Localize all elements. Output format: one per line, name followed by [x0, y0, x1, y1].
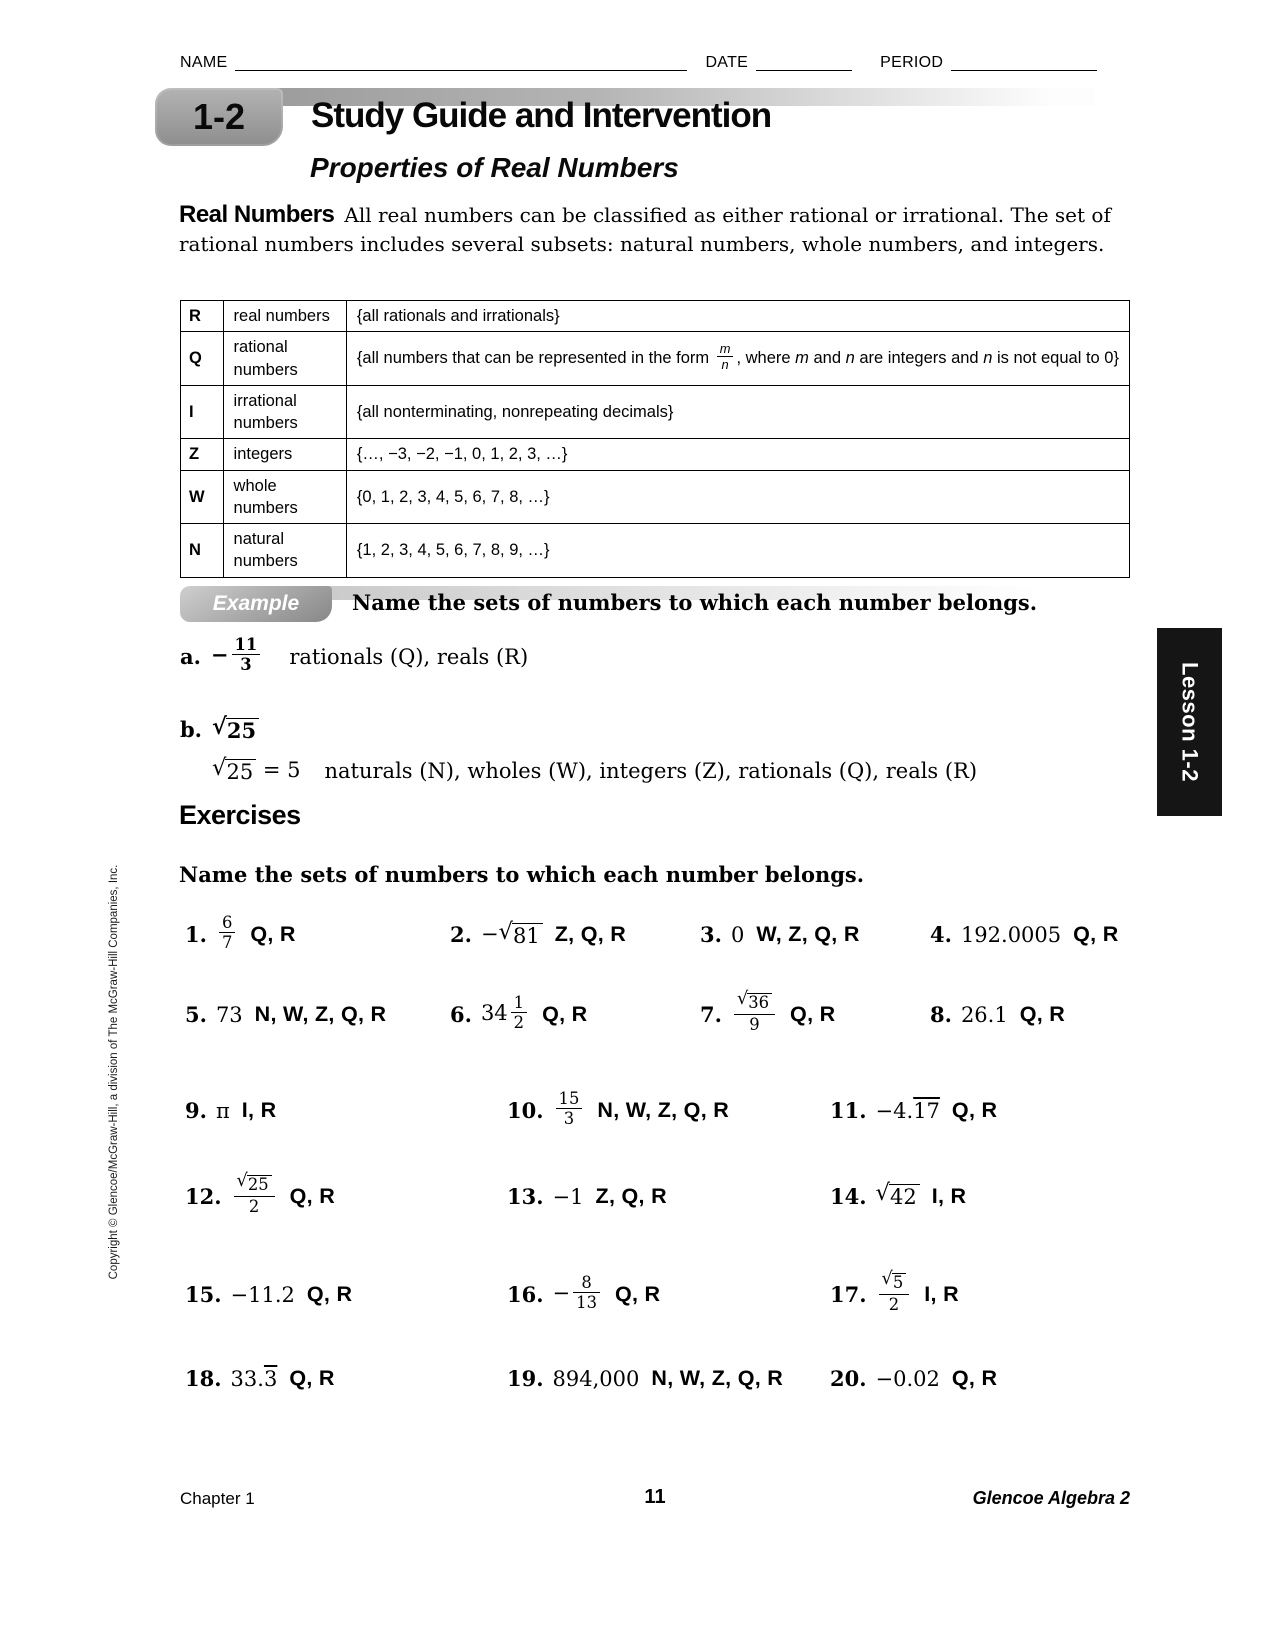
sqrt-fraction: [734, 992, 775, 1033]
exercise-number: 19.: [507, 1366, 544, 1391]
exercises-heading: Exercises: [179, 800, 301, 830]
exercise-item: [930, 1002, 1145, 1027]
exercise-expression: [876, 1183, 920, 1209]
exercise-number: 12.: [185, 1184, 222, 1209]
math-part: 7: [221, 933, 233, 953]
math-part: [357, 445, 568, 463]
math-part: [876, 1273, 913, 1314]
exercise-item: [830, 1366, 1145, 1391]
set-name: rational numbers: [223, 332, 346, 386]
exercise-item: [185, 1098, 507, 1123]
exercise-answer: W, Z, Q, R: [756, 922, 860, 947]
math-part: 0: [730, 922, 745, 947]
exercise-expression: [480, 992, 530, 1033]
exercise-answer: I, R: [931, 1184, 967, 1208]
exercise-expression: [731, 923, 744, 947]
exercise-item: [700, 994, 930, 1035]
example-item-a-expression: [210, 635, 263, 675]
intro-heading: Real Numbers: [179, 201, 335, 228]
exercise-number: 8.: [930, 1002, 952, 1027]
lesson-number-badge: [155, 88, 283, 146]
set-symbol: W: [181, 470, 224, 524]
math-part: [210, 635, 263, 675]
math-part: 11: [232, 636, 261, 655]
exercise-answer: Q, R: [250, 922, 296, 947]
footer-chapter: Chapter 1: [180, 1489, 255, 1508]
exercise-number: 9.: [185, 1098, 207, 1124]
exercise-answer: I, R: [924, 1282, 959, 1306]
example-item-b-label: b.: [180, 717, 202, 743]
set-symbol: Q: [181, 332, 224, 386]
exercise-expression: [553, 1185, 584, 1209]
sqrt-expression: [499, 923, 543, 948]
example-badge: [180, 586, 332, 622]
math-part: [212, 716, 259, 741]
math-part: n: [983, 348, 993, 367]
example-badge-label: Example: [212, 592, 300, 615]
example-solution: [212, 758, 977, 784]
exercise-expression: [216, 1099, 230, 1123]
math-part: 3: [240, 655, 252, 675]
exercise-answer: Q, R: [542, 1002, 588, 1026]
exercise-number: 11.: [830, 1098, 867, 1124]
lesson-side-tab: [1157, 628, 1222, 816]
number-sets-table: [180, 300, 1130, 578]
math-part: 6: [219, 914, 235, 933]
sqrt-expression: [212, 718, 259, 743]
math-part: √ 5: [892, 1273, 906, 1293]
exercise-answer: Q, R: [614, 1282, 661, 1306]
sqrt-expression: [212, 759, 256, 784]
fraction: [232, 636, 261, 673]
sqrt-expression: [876, 1184, 920, 1209]
math-part: [882, 1273, 907, 1293]
math-part: 17: [913, 1098, 940, 1123]
exercise-expression: [481, 922, 543, 948]
example-heading: Name the sets of numbers to which each number belongs.: [352, 590, 1038, 615]
exercise-item: [830, 1183, 1145, 1209]
exercise-number: 5.: [185, 1002, 207, 1027]
math-part: 2: [888, 1294, 900, 1314]
math-part: and: [808, 348, 846, 367]
set-name: real numbers: [223, 301, 346, 332]
set-symbol: N: [181, 524, 224, 578]
exercise-row: [185, 1176, 1145, 1217]
exercise-expression: [876, 1099, 940, 1123]
exercise-expression: [876, 1274, 913, 1315]
example-item-b: [180, 716, 259, 743]
exercise-expression: [216, 913, 238, 953]
set-description: [346, 332, 1129, 386]
math-part: [552, 1272, 603, 1312]
math-part: [237, 1175, 272, 1195]
math-part: n: [721, 357, 729, 373]
exercise-number: 10.: [507, 1098, 544, 1124]
exercise-row: [185, 1089, 1145, 1129]
math-part: −0.02: [875, 1366, 940, 1391]
exercise-item: [185, 1282, 507, 1307]
exercise-item: [830, 1098, 1145, 1123]
exercise-row: [185, 994, 1145, 1035]
fraction: [511, 994, 527, 1031]
exercise-item: [830, 1274, 1145, 1315]
math-part: [357, 488, 550, 506]
table-row: [181, 439, 1130, 470]
math-part: [876, 1099, 940, 1123]
math-part: −: [210, 642, 229, 668]
exercise-expression: [553, 1089, 586, 1129]
math-part: [480, 992, 530, 1032]
exercise-item: [507, 1184, 830, 1209]
exercise-item: [450, 922, 700, 948]
set-description: [346, 524, 1129, 578]
math-part: [212, 758, 301, 782]
period-blank-line: [951, 54, 1097, 71]
exercise-item: [185, 1176, 507, 1217]
exercise-answer: N, W, Z, Q, R: [597, 1098, 730, 1123]
math-part: 3: [263, 1366, 278, 1391]
math-part: [234, 1174, 275, 1197]
page-title: Study Guide and Intervention: [311, 96, 772, 135]
math-part: {1, 2, 3, 4, 5, 6, 7, 8, 9, …}: [356, 541, 550, 560]
exercise-expression: [231, 1176, 278, 1217]
set-name: natural numbers: [223, 524, 346, 578]
name-blank-line: [235, 54, 687, 71]
math-part: {0, 1, 2, 3, 4, 5, 6, 7, 8, …}: [356, 487, 550, 506]
math-part: , where: [736, 348, 796, 367]
math-part: [731, 923, 744, 947]
math-part: 192.0005: [960, 922, 1062, 947]
exercise-item: [507, 1089, 830, 1129]
math-part: m: [717, 342, 734, 358]
exercise-number: 18.: [185, 1366, 222, 1391]
footer-book-title: Glencoe Algebra 2: [972, 1488, 1130, 1508]
lesson-banner: [155, 88, 1095, 150]
math-part: [876, 1183, 920, 1210]
page-subtitle: Properties of Real Numbers: [310, 152, 679, 183]
exercise-number: 14.: [830, 1184, 867, 1209]
exercise-number: 13.: [507, 1184, 544, 1209]
exercise-number: 1.: [185, 922, 207, 948]
math-part: = 5: [256, 758, 301, 782]
exercise-number: 16.: [507, 1282, 544, 1307]
sqrt-fraction: [234, 1174, 275, 1215]
set-description: [346, 439, 1129, 470]
set-name: whole numbers: [223, 470, 346, 524]
math-part: √ 42: [889, 1184, 920, 1209]
math-part: [737, 993, 772, 1013]
math-part: 8: [573, 1274, 600, 1293]
table-row: [181, 470, 1130, 524]
exercise-number: 6.: [450, 1002, 472, 1027]
table-row: [181, 385, 1130, 439]
exercise-answer: Q, R: [790, 1002, 836, 1026]
exercise-item: [185, 1366, 507, 1391]
set-symbol: Z: [181, 439, 224, 470]
math-part: [216, 913, 238, 953]
exercise-answer: Q, R: [306, 1282, 353, 1306]
exercise-answer: Z, Q, R: [595, 1184, 667, 1208]
math-part: [357, 307, 560, 325]
math-part: −: [552, 1281, 571, 1305]
exercise-number: 15.: [185, 1282, 222, 1307]
math-part: [216, 1099, 230, 1123]
exercise-answer: Q, R: [1019, 1002, 1066, 1026]
math-part: 2: [513, 1013, 525, 1032]
example-solution-expression: [212, 758, 301, 784]
example-item-a-answer: rationals (Q), reals (R): [289, 644, 529, 669]
identification-row: [180, 54, 1130, 71]
math-part: 894,000: [552, 1366, 640, 1391]
exercise-item: [450, 992, 700, 1033]
exercise-row: [185, 1274, 1145, 1315]
exercise-answer: N, W, Z, Q, R: [651, 1366, 784, 1390]
exercise-number: 17.: [830, 1282, 867, 1307]
exercise-item: [185, 1002, 450, 1027]
exercise-number: 2.: [450, 922, 472, 948]
set-description: [346, 301, 1129, 332]
math-part: [731, 993, 778, 1034]
exercise-expression: [731, 994, 778, 1035]
math-part: [357, 541, 550, 559]
exercise-answer: Q, R: [289, 1184, 336, 1208]
exercise-answer: Z, Q, R: [554, 922, 627, 947]
math-part: 73: [215, 1002, 243, 1027]
math-part: [481, 922, 543, 946]
math-part: n: [845, 348, 855, 367]
math-part: is not equal to 0}: [992, 348, 1119, 367]
math-part: are integers and: [854, 348, 984, 367]
exercise-item: [507, 1366, 830, 1391]
math-part: [876, 1367, 940, 1391]
math-part: 15: [556, 1090, 583, 1109]
math-part: √ 36: [747, 993, 772, 1013]
math-part: 2: [248, 1196, 260, 1216]
exercise-item: [930, 922, 1145, 947]
math-part: {…, −3, −2, −1, 0, 1, 2, 3, …}: [356, 445, 568, 464]
math-part: {all rationals and irrationals}: [356, 307, 560, 325]
set-name: irrational numbers: [223, 385, 346, 439]
math-part: −1: [552, 1184, 584, 1209]
fraction: [717, 342, 734, 372]
exercise-row: [185, 1366, 1145, 1391]
exercise-answer: N, W, Z, Q, R: [254, 1002, 387, 1026]
exercises-prompt: Name the sets of numbers to which each number belongs.: [179, 862, 865, 887]
math-part: 34: [480, 1001, 508, 1025]
exercise-expression: [231, 1283, 295, 1307]
math-part: [357, 403, 673, 421]
table-row: [181, 524, 1130, 578]
example-item-a-label: a.: [180, 644, 201, 670]
exercise-expression: [876, 1367, 940, 1391]
math-part: √ 25: [226, 718, 259, 743]
exercise-expression: [961, 1003, 1008, 1027]
exercise-answer: Q, R: [289, 1366, 335, 1390]
table-row: [181, 332, 1130, 386]
math-part: [553, 1089, 586, 1129]
set-symbol: I: [181, 385, 224, 439]
exercise-number: 7.: [700, 1002, 722, 1027]
intro-paragraph: [179, 199, 1117, 258]
exercise-answer: I, R: [241, 1098, 277, 1123]
math-part: [231, 1283, 295, 1307]
math-part: {all nonterminating, nonrepeating decimals}: [356, 402, 674, 421]
fraction: [573, 1274, 600, 1311]
math-part: [356, 340, 1119, 373]
math-part: [734, 992, 775, 1015]
set-name: integers: [223, 439, 346, 470]
set-description: [346, 385, 1129, 439]
math-part: [961, 1003, 1008, 1027]
math-part: 13: [576, 1293, 597, 1312]
example-header: [180, 586, 1130, 624]
exercise-expression: [553, 1367, 640, 1391]
exercise-expression: [552, 1272, 603, 1313]
math-part: 1: [511, 994, 527, 1013]
exercise-expression: [961, 923, 1061, 947]
table-row: [181, 301, 1130, 332]
math-part: [553, 1367, 640, 1391]
math-part: π: [215, 1098, 230, 1123]
math-part: m: [795, 348, 809, 367]
example-item-a: [180, 635, 529, 675]
math-part: √ 81: [512, 923, 543, 948]
math-part: √ 25: [225, 759, 256, 784]
sqrt-fraction: [879, 1272, 910, 1313]
fraction: [219, 914, 235, 951]
exercise-number: 20.: [830, 1366, 867, 1391]
footer-page-number: 11: [644, 1486, 666, 1508]
exercise-expression: [216, 1003, 243, 1027]
math-part: [553, 1185, 584, 1209]
math-part: 33.: [230, 1366, 264, 1391]
exercise-answer: Q, R: [951, 1098, 998, 1123]
exercise-answer: Q, R: [1073, 922, 1119, 947]
math-part: √ 25: [247, 1175, 272, 1195]
math-part: −4.: [875, 1098, 914, 1123]
exercise-number: 4.: [930, 922, 952, 948]
exercise-item: [185, 913, 450, 953]
example-item-b-expression: [212, 716, 259, 743]
period-label: PERIOD: [880, 54, 944, 71]
math-part: 26.1: [960, 1002, 1008, 1027]
exercise-row: [185, 913, 1145, 953]
exercise-expression: [231, 1367, 278, 1391]
copyright-sidebar-text: Copyright © Glencoe/McGraw-Hill, a division of The McGraw-Hill Companies, Inc.: [108, 864, 120, 1280]
name-label: NAME: [180, 54, 228, 71]
set-symbol: R: [181, 301, 224, 332]
fraction: [556, 1090, 583, 1127]
date-label: DATE: [705, 54, 749, 71]
math-part: 9: [749, 1014, 760, 1034]
math-part: {all numbers that can be represented in the form: [356, 348, 714, 367]
set-description: [346, 470, 1129, 524]
exercise-item: [507, 1272, 830, 1313]
intro-text: All real numbers can be classified as either rational or irrational. The set of rational numbers includes several subsets: natural numbers, whole numbers, and integers.: [179, 203, 1111, 256]
date-blank-line: [756, 54, 852, 71]
math-part: [879, 1272, 910, 1295]
lesson-number: 1-2: [192, 96, 246, 137]
math-part: −11.2: [230, 1282, 295, 1307]
math-part: 3: [563, 1109, 575, 1129]
example-solution-answer: naturals (N), wholes (W), integers (Z), rationals (Q), reals (R): [324, 759, 978, 784]
math-part: [231, 1367, 278, 1391]
exercise-answer: Q, R: [951, 1366, 998, 1390]
exercise-item: [700, 922, 930, 947]
math-part: [216, 1003, 243, 1027]
math-part: −: [480, 921, 499, 946]
math-part: [961, 923, 1061, 947]
exercise-number: 3.: [700, 922, 722, 948]
lesson-side-tab-label: Lesson 1-2: [1177, 662, 1203, 782]
math-part: [231, 1175, 278, 1216]
